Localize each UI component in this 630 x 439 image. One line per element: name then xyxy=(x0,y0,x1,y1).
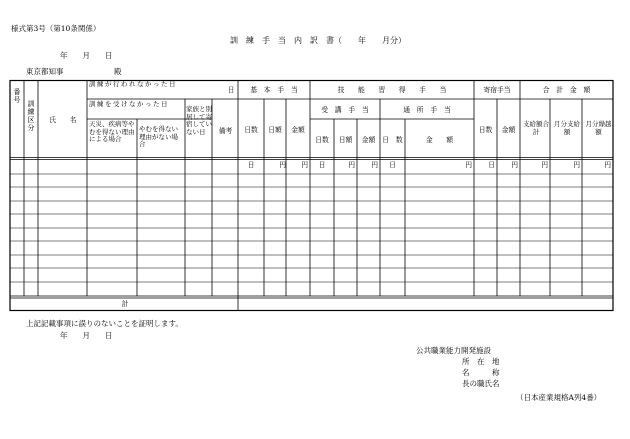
header-attend-amount: 金額 xyxy=(361,136,376,144)
header-family-leave: 家族と別居して寄宿していない日 xyxy=(186,105,212,136)
header-skill: 技 能 習 得 手 当 xyxy=(337,86,447,94)
unit-commute-days: 日 xyxy=(389,161,396,169)
header-pay-total: 支給額合計 xyxy=(523,120,549,136)
unit-month-paid: 円 xyxy=(573,161,580,169)
unit-boarding-days: 日 xyxy=(488,161,495,169)
paper-size-note: （日本産業規格A列4番） xyxy=(516,393,602,402)
header-month-carry: 月分繰越額 xyxy=(585,120,612,136)
header-number: 番 号 xyxy=(13,88,35,104)
header-boarding: 寄宿手当 xyxy=(483,86,511,94)
header-basic-days: 日数 xyxy=(244,126,258,134)
facility-label: 公共職業能力開発施設 xyxy=(416,346,491,355)
header-remarks: 備考 xyxy=(218,127,233,135)
unit-attend-daily: 円 xyxy=(348,161,355,169)
certify-text: 上記記載事項に誤りのないことを証明します。 xyxy=(26,319,183,328)
form-number: 様式第3号（第10条関係） xyxy=(11,24,101,33)
date-line: 年 月 日 xyxy=(60,51,113,60)
header-not-done: 訓練が行われなかった日 xyxy=(89,80,177,88)
header-basic-amount: 金額 xyxy=(291,126,305,134)
unit-basic-days: 日 xyxy=(247,161,255,169)
header-attend: 受 講 手 当 xyxy=(321,106,369,114)
unit-boarding-amount: 円 xyxy=(511,161,518,169)
unit-basic-daily: 円 xyxy=(279,161,286,169)
page-title: 訓 練 手 当 内 訳 書（ 年 月分） xyxy=(230,36,406,45)
unit-month-carry: 円 xyxy=(604,161,611,169)
location-label: 所 在 地 xyxy=(462,357,500,366)
unit-commute-amount: 円 xyxy=(465,161,472,169)
header-basic-daily: 日額 xyxy=(268,126,282,134)
header-commute-amount: 金 額 xyxy=(425,136,454,144)
honorific: 殿 xyxy=(114,67,122,76)
header-total-amount: 合 計 金 額 xyxy=(542,86,591,94)
unit-attend-amount: 円 xyxy=(371,161,378,169)
header-month-paid: 月分支給額 xyxy=(554,120,580,136)
addressee: 東京都知事 xyxy=(26,67,64,76)
header-attend-daily: 日額 xyxy=(338,136,353,144)
certify-date: 年 月 日 xyxy=(60,331,113,340)
total-label: 計 xyxy=(121,300,129,308)
header-disaster: 天災、疾病等やむを得ない理由による場合 xyxy=(89,120,135,143)
unit-pay-total: 円 xyxy=(541,161,548,169)
header-unavoidable: やむを得ない理由がない場合 xyxy=(139,125,178,148)
head-name-label: 長の職氏名 xyxy=(462,379,500,388)
facility-name-label: 名 称 xyxy=(462,368,500,377)
header-boarding-amount: 金額 xyxy=(501,126,516,134)
header-not-received: 訓練を受けなかった日 xyxy=(89,100,169,108)
header-commute-days: 日 数 xyxy=(382,136,403,144)
header-course: 訓練区分 xyxy=(27,100,35,132)
unit-attend-days: 日 xyxy=(318,161,326,169)
header-attend-days: 日数 xyxy=(315,136,329,144)
header-name: 氏 名 xyxy=(49,116,77,124)
header-boarding-days: 日数 xyxy=(478,126,493,134)
unit-basic-amount: 円 xyxy=(301,161,308,169)
header-commute: 通 所 手 当 xyxy=(403,106,451,114)
header-day-unit: 日 xyxy=(227,86,235,94)
header-basic: 基 本 手 当 xyxy=(250,86,298,94)
